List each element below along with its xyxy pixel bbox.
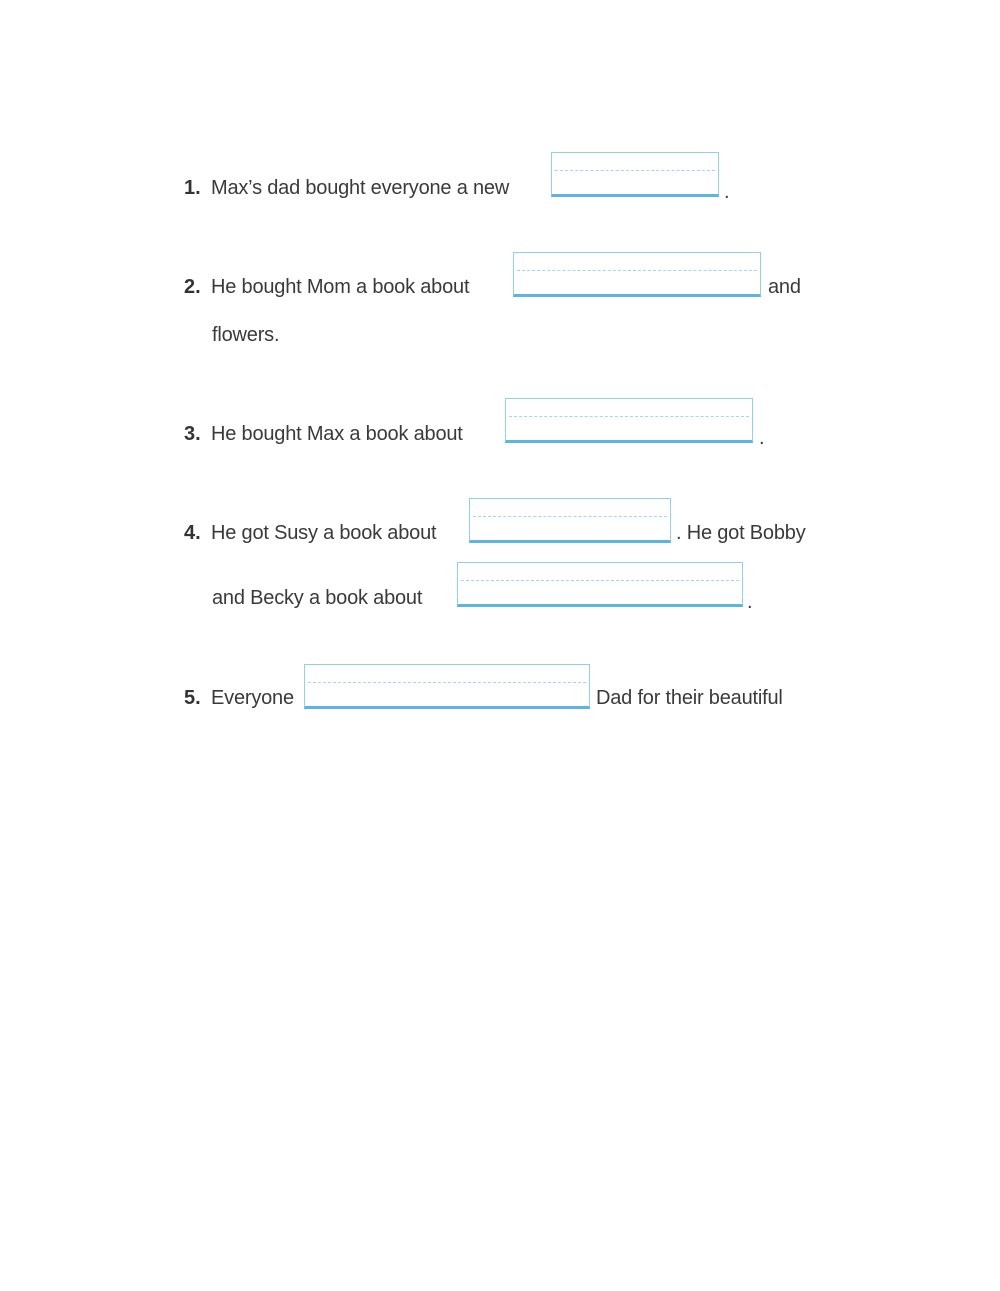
- question-text: He bought Max a book about: [211, 423, 463, 445]
- question-number: 1.: [184, 177, 201, 199]
- question-number: 5.: [184, 687, 201, 709]
- answer-blank-5[interactable]: [457, 562, 743, 607]
- question-text-continued: flowers.: [212, 324, 280, 346]
- question-text-after: .: [759, 427, 765, 449]
- answer-blank-6[interactable]: [304, 664, 590, 709]
- question-text-after: .: [724, 181, 730, 203]
- answer-blank-2[interactable]: [513, 252, 761, 297]
- answer-blank-3[interactable]: [505, 398, 753, 443]
- question-text-after-2: .: [747, 591, 753, 613]
- question-text-after: . He got Bobby: [676, 522, 806, 544]
- question-text-after: Dad for their beautiful: [596, 687, 783, 709]
- question-number: 3.: [184, 423, 201, 445]
- question-number: 4.: [184, 522, 201, 544]
- question-text: Everyone: [211, 687, 294, 709]
- question-text-continued: and Becky a book about: [212, 587, 423, 609]
- answer-blank-4[interactable]: [469, 498, 671, 543]
- question-number: 2.: [184, 276, 201, 298]
- question-text-after: and: [768, 276, 801, 298]
- answer-blank-1[interactable]: [551, 152, 719, 197]
- question-text: Max’s dad bought everyone a new: [211, 177, 510, 199]
- question-text: He got Susy a book about: [211, 522, 437, 544]
- question-text: He bought Mom a book about: [211, 276, 470, 298]
